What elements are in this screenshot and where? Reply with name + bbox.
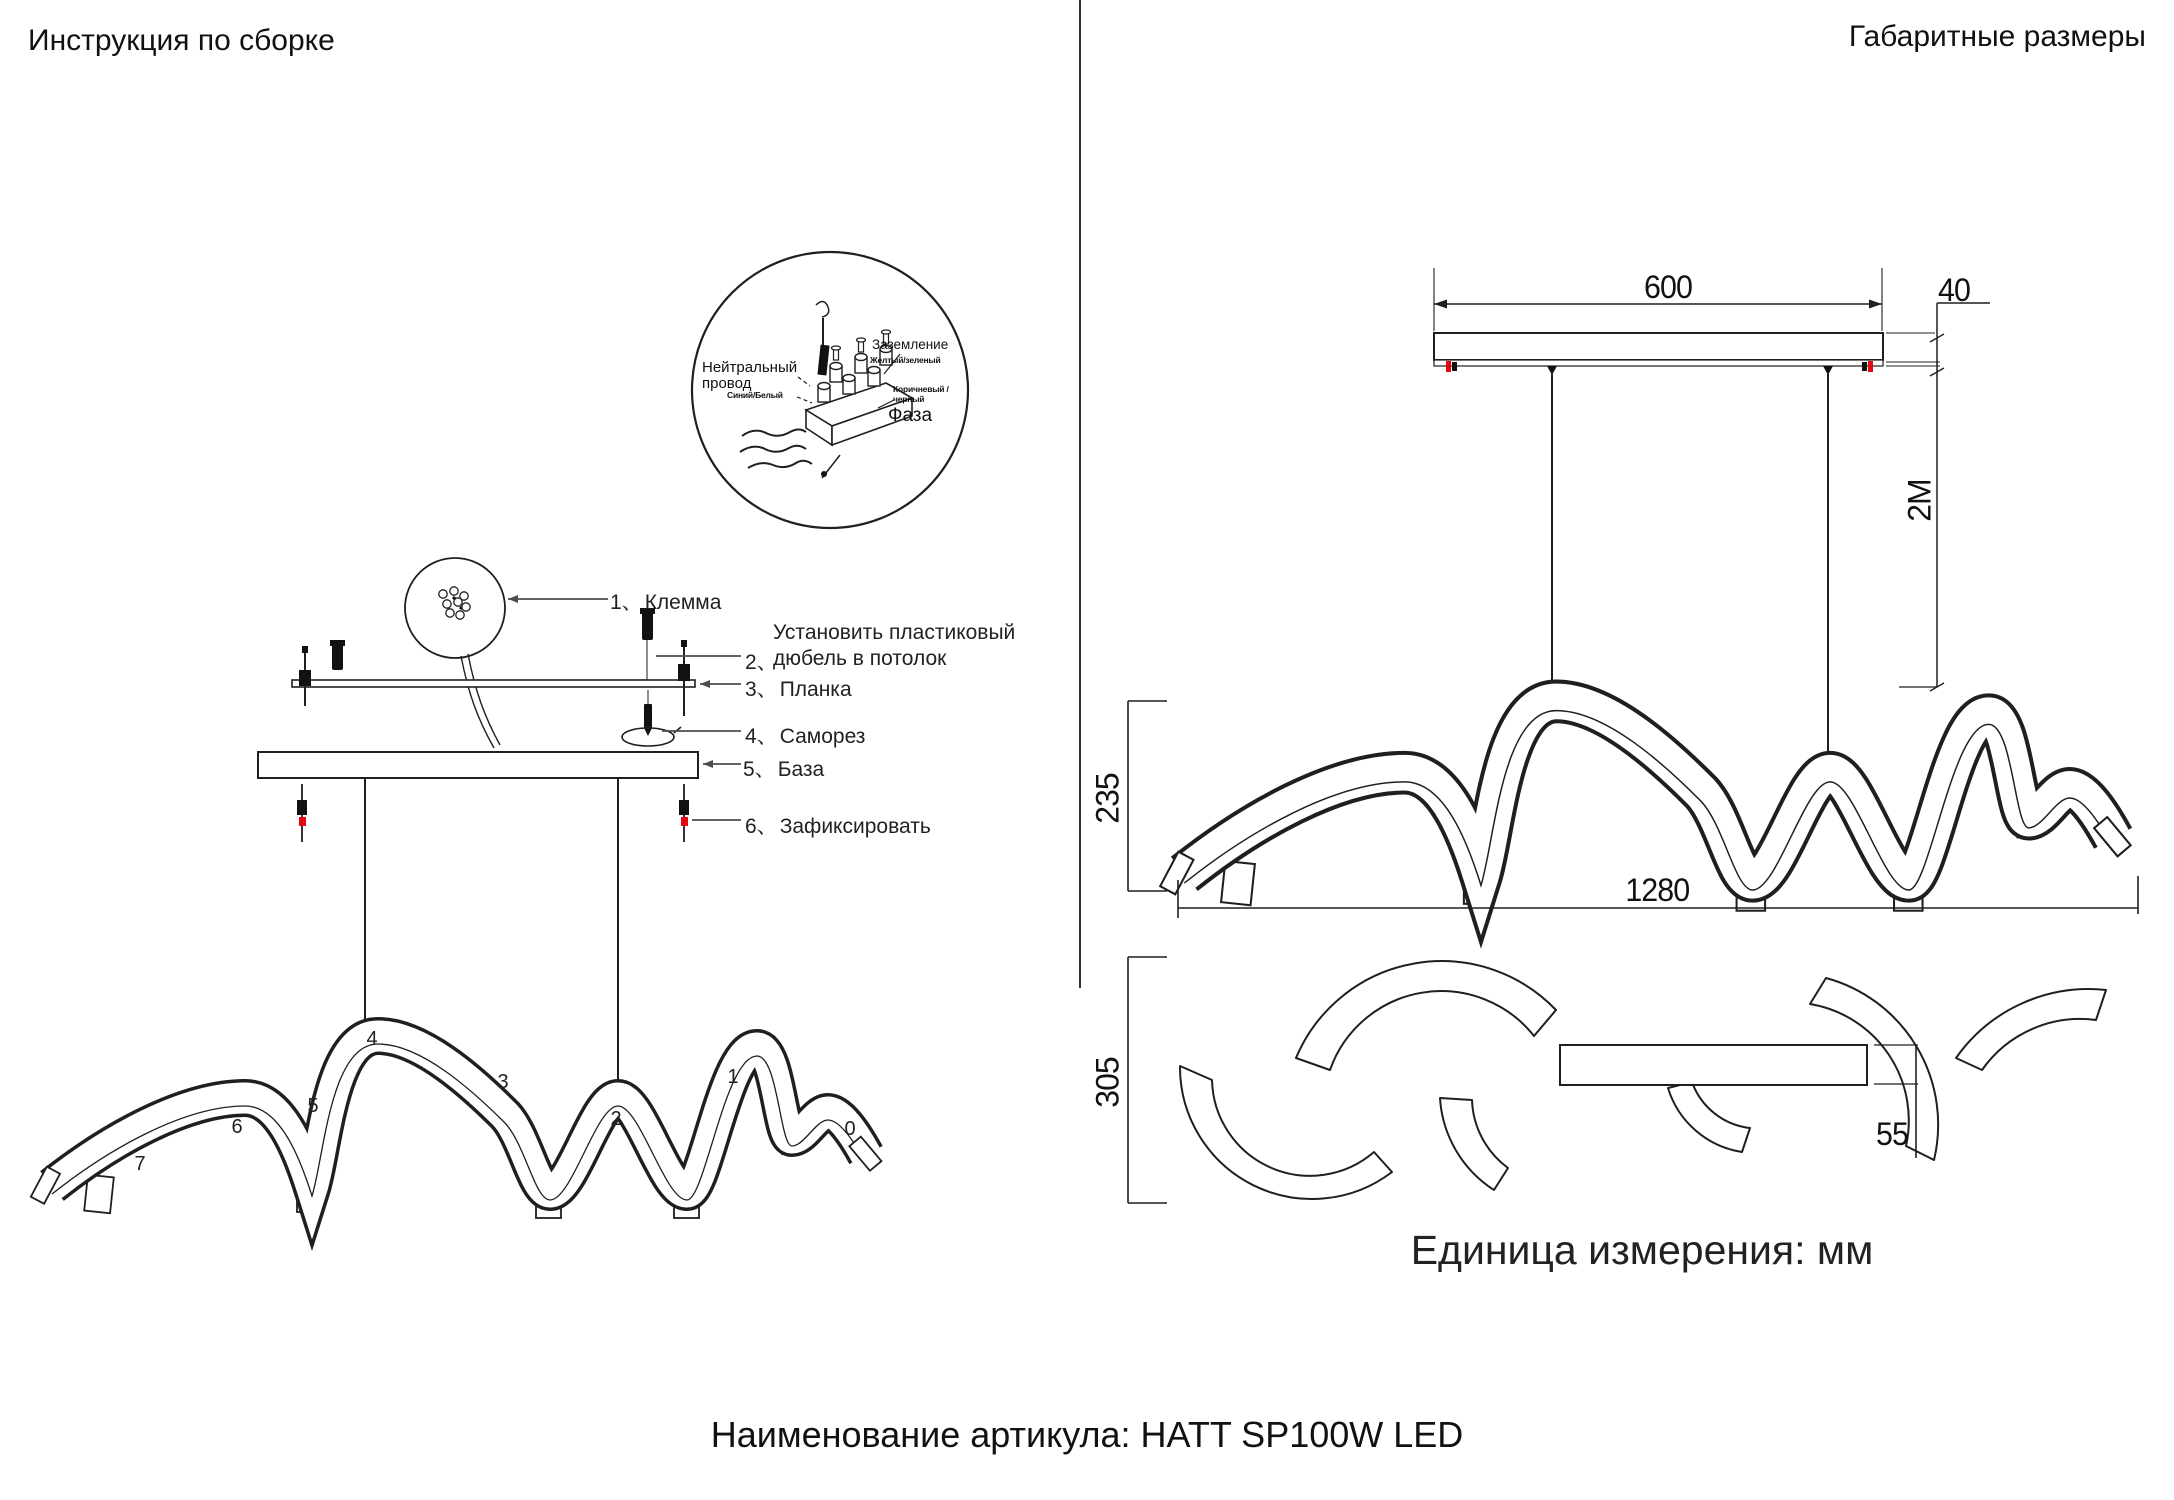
segment-number: 6: [231, 1116, 243, 1138]
dim-305-lines: [1128, 957, 1167, 1203]
callout-number: 4、: [745, 725, 778, 748]
callout-label: Клемма: [644, 591, 722, 614]
ground-wire-label: Заземление: [872, 337, 949, 352]
neutral-wire-label: Нейтральный провод: [702, 359, 798, 393]
dim-canopy-width: 600: [1644, 269, 1692, 305]
callout-fix: [745, 810, 931, 840]
ground-wire-color-label: Желтый/зеленый: [870, 355, 941, 365]
callout-leaders: [508, 595, 741, 820]
segment-number: 7: [134, 1153, 146, 1175]
lock-pin-right: [679, 784, 689, 842]
callout-number: 3、: [745, 678, 778, 701]
callout-label: Саморез: [779, 725, 866, 748]
page-title-left: Инструкция по сборке: [28, 24, 335, 57]
neutral-wire-color-label: Синий/Белый: [727, 390, 783, 400]
plastic-dowel-right: [640, 608, 655, 680]
screwdriver-icon: [816, 301, 830, 375]
dim-suspension-drop: 2M: [1901, 479, 1938, 522]
callout-terminal: [610, 586, 721, 616]
unit-note: Единица измерения: мм: [1410, 1227, 1874, 1273]
ceiling-canopy: [1434, 333, 1883, 375]
dim-canopy-height: 40: [1938, 272, 1970, 308]
plastic-dowel-left: [330, 640, 345, 670]
base-bar-top-view: [1560, 1045, 1867, 1085]
terminal-callout-circle: [405, 558, 505, 748]
callout-strip: [745, 673, 852, 703]
callout-number: 1、: [610, 591, 643, 614]
segment-number: 2: [610, 1108, 622, 1130]
callout-label: Планка: [779, 678, 852, 701]
segment-number: 3: [497, 1071, 509, 1093]
callout-label: База: [777, 758, 825, 781]
dim-fixture-height: 235: [1089, 773, 1126, 824]
segment-number: 4: [366, 1028, 378, 1050]
self-tapping-screw: [622, 690, 681, 746]
strip-pin-left: [299, 646, 311, 706]
callout-base: [743, 753, 824, 783]
dim-base-thickness: 55: [1876, 1116, 1908, 1152]
mounting-strip: [292, 680, 695, 687]
segment-number: 5: [307, 1095, 319, 1117]
dim-fixture-length: 1280: [1625, 872, 1690, 908]
callout-number: 2、: [745, 651, 778, 674]
segment-number: 1: [727, 1066, 739, 1088]
strip-pin-right: [678, 640, 690, 716]
dim-top-view-width: 305: [1089, 1057, 1126, 1108]
base-bar: [258, 752, 698, 778]
lock-pin-left: [297, 784, 307, 842]
callout-label: Установить пластиковый дюбель в потолок: [773, 621, 1016, 671]
callout-number: 5、: [743, 758, 776, 781]
callout-number: 6、: [745, 815, 778, 838]
page-title-right: Габаритные размеры: [1848, 20, 2146, 53]
dim-235-lines: [1128, 701, 1167, 891]
callout-label: Зафиксировать: [779, 815, 931, 838]
segment-number: 0: [844, 1118, 856, 1140]
phase-wire-color-label: Коричневый /черный: [893, 384, 949, 404]
dimension-drawing: [1128, 268, 2138, 1203]
article-name-footer: Наименование артикула: HATT SP100W LED: [710, 1414, 1464, 1455]
phase-wire-label: Фаза: [888, 405, 933, 426]
top-view: [1180, 961, 2106, 1199]
callout-screw: [745, 720, 865, 750]
